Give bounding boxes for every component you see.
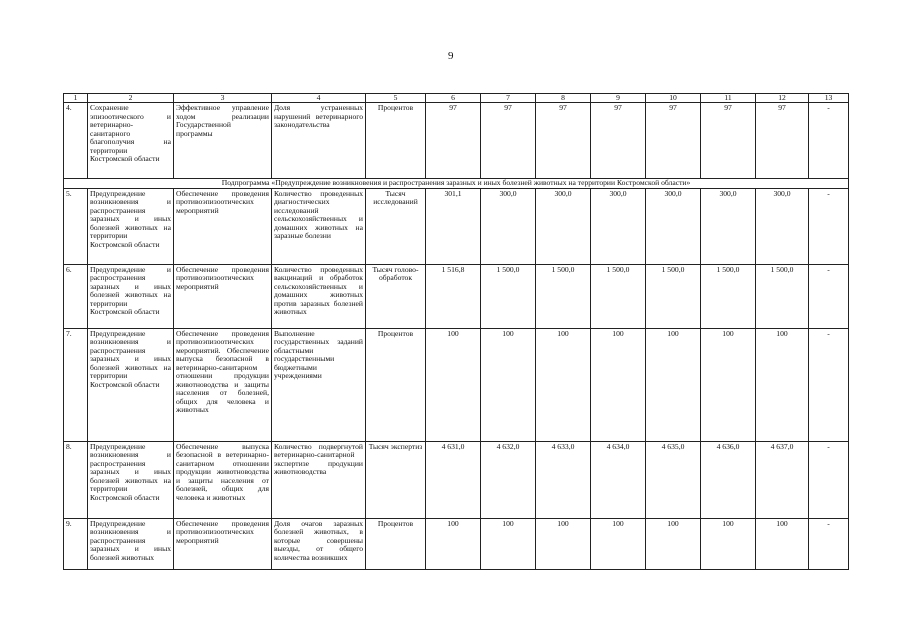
note-cell: - — [809, 518, 849, 569]
row-number: 7. — [64, 328, 88, 441]
value-cell: 100 — [426, 518, 481, 569]
value-cell: 1 500,0 — [481, 264, 536, 328]
value-cell: 100 — [536, 518, 591, 569]
value-cell: 1 500,0 — [646, 264, 701, 328]
task-cell: Обеспечение проведения противоэпизоотических мероприятий — [174, 264, 272, 328]
header-row — [64, 94, 849, 103]
value-cell: 97 — [426, 103, 481, 179]
value-cell: 4 636,0 — [701, 441, 756, 518]
value-cell: 4 635,0 — [646, 441, 701, 518]
unit-cell: Тысяч исследований — [366, 188, 426, 264]
header-cell: 8 — [536, 94, 591, 103]
goal-cell: Предупреждение и распространения заразных и иных болезней животных на территории Костромской области — [88, 264, 174, 328]
value-cell: 1 500,0 — [756, 264, 809, 328]
value-cell: 1 500,0 — [591, 264, 646, 328]
note-cell: - — [809, 188, 849, 264]
indicator-cell: Выполнение государственных заданий областными государственными бюджетными учреждениями — [272, 328, 366, 441]
header-cell: 7 — [481, 94, 536, 103]
value-cell: 97 — [756, 103, 809, 179]
header-cell: 13 — [809, 94, 849, 103]
value-cell: 100 — [701, 328, 756, 441]
goal-cell: Предупреждение возникновения и распространения заразных и иных болезней животных — [88, 518, 174, 569]
value-cell: 97 — [701, 103, 756, 179]
value-cell: 100 — [536, 328, 591, 441]
indicator-cell: Количество проведенных вакцинаций и обработок сельскохозяйственных и домашних животных против заразных болезней животных — [272, 264, 366, 328]
value-cell: 300,0 — [701, 188, 756, 264]
goal-cell: Предупреждение возникновения и распространения заразных и иных болезней животных на территории Костромской области — [88, 441, 174, 518]
indicator-cell: Доля очагов заразных болезней животных, в которые совершены выезды, от общего количества возникших — [272, 518, 366, 569]
page-number: 9 — [448, 50, 454, 62]
unit-cell: Процентов — [366, 328, 426, 441]
header-cell: 1 — [64, 94, 88, 103]
value-cell: 100 — [646, 328, 701, 441]
value-cell: 100 — [756, 328, 809, 441]
value-cell: 300,0 — [536, 188, 591, 264]
value-cell: 100 — [701, 518, 756, 569]
unit-cell: Процентов — [366, 518, 426, 569]
value-cell: 4 632,0 — [481, 441, 536, 518]
value-cell: 300,0 — [646, 188, 701, 264]
task-cell: Эффективное управление ходом реализации Государственной программы — [174, 103, 272, 179]
header-cell: 3 — [174, 94, 272, 103]
goal-cell: Предупреждение возникновения и распространения заразных и иных болезней животных на территории Костромской области — [88, 328, 174, 441]
value-cell: 97 — [646, 103, 701, 179]
task-cell: Обеспечение проведения противоэпизоотических мероприятий. Обеспечение выпуска безопасной в ветеринарно-санитарном отношении продукции животноводства и защиты населения от болезней, общих для человека и животных — [174, 328, 272, 441]
task-cell: Обеспечение выпуска безопасной в ветеринарно-санитарном отношении продукции животноводства и защиты населения от болезней, общих для человека и животных — [174, 441, 272, 518]
note-cell: - — [809, 103, 849, 179]
task-cell: Обеспечение проведения противоэпизоотических мероприятий — [174, 518, 272, 569]
goal-cell: Сохранение эпизоотического и ветеринарно-санитарного благополучия на территории Костромской области — [88, 103, 174, 179]
subprogram-title: Подпрограмма «Предупреждение возникновения и распространения заразных и иных болезней животных на территории Костромской области» — [64, 179, 849, 189]
value-cell: 4 633,0 — [536, 441, 591, 518]
value-cell: 300,0 — [756, 188, 809, 264]
table-row — [64, 518, 849, 569]
value-cell: 300,0 — [481, 188, 536, 264]
unit-cell: Тысяч голово-обработок — [366, 264, 426, 328]
row-number: 5. — [64, 188, 88, 264]
table-row — [64, 264, 849, 328]
note-cell: - — [809, 328, 849, 441]
table-row — [64, 188, 849, 264]
value-cell: 100 — [426, 328, 481, 441]
value-cell: 100 — [591, 328, 646, 441]
value-cell: 100 — [646, 518, 701, 569]
header-cell: 6 — [426, 94, 481, 103]
value-cell: 4 631,0 — [426, 441, 481, 518]
indicator-cell: Доля устраненных нарушений ветеринарного законодательства — [272, 103, 366, 179]
value-cell: 100 — [756, 518, 809, 569]
value-cell: 100 — [481, 518, 536, 569]
value-cell: 301,1 — [426, 188, 481, 264]
row-number: 6. — [64, 264, 88, 328]
value-cell: 1 500,0 — [536, 264, 591, 328]
value-cell: 1 516,8 — [426, 264, 481, 328]
value-cell: 97 — [481, 103, 536, 179]
unit-cell: Тысяч экспертиз — [366, 441, 426, 518]
row-number: 4. — [64, 103, 88, 179]
indicators-table — [63, 93, 849, 570]
row-number: 8. — [64, 441, 88, 518]
value-cell: 1 500,0 — [701, 264, 756, 328]
header-cell: 12 — [756, 94, 809, 103]
row-number: 9. — [64, 518, 88, 569]
value-cell: 97 — [591, 103, 646, 179]
header-cell: 9 — [591, 94, 646, 103]
note-cell: - — [809, 441, 849, 518]
indicator-cell: Количество подвергнутой ветеринарно-санитарной экспертизе продукции животноводства — [272, 441, 366, 518]
header-cell: 5 — [366, 94, 426, 103]
goal-cell: Предупреждение возникновения и распространения заразных и иных болезней животных на территории Костромской области — [88, 188, 174, 264]
header-cell: 4 — [272, 94, 366, 103]
header-cell: 11 — [701, 94, 756, 103]
indicator-cell: Количество проведенных диагностических исследований сельскохозяйственных и домашних животных на заразные болезни — [272, 188, 366, 264]
value-cell: 4 634,0 — [591, 441, 646, 518]
value-cell: 300,0 — [591, 188, 646, 264]
value-cell: 97 — [536, 103, 591, 179]
table-row — [64, 441, 849, 518]
value-cell: 4 637,0 — [756, 441, 809, 518]
value-cell: 100 — [481, 328, 536, 441]
header-cell: 10 — [646, 94, 701, 103]
table-row — [64, 103, 849, 179]
unit-cell: Процентов — [366, 103, 426, 179]
header-cell: 2 — [88, 94, 174, 103]
subprogram-row — [64, 179, 849, 189]
table-row — [64, 328, 849, 441]
note-cell: - — [809, 264, 849, 328]
value-cell: 100 — [591, 518, 646, 569]
task-cell: Обеспечение проведения противоэпизоотических мероприятий — [174, 188, 272, 264]
